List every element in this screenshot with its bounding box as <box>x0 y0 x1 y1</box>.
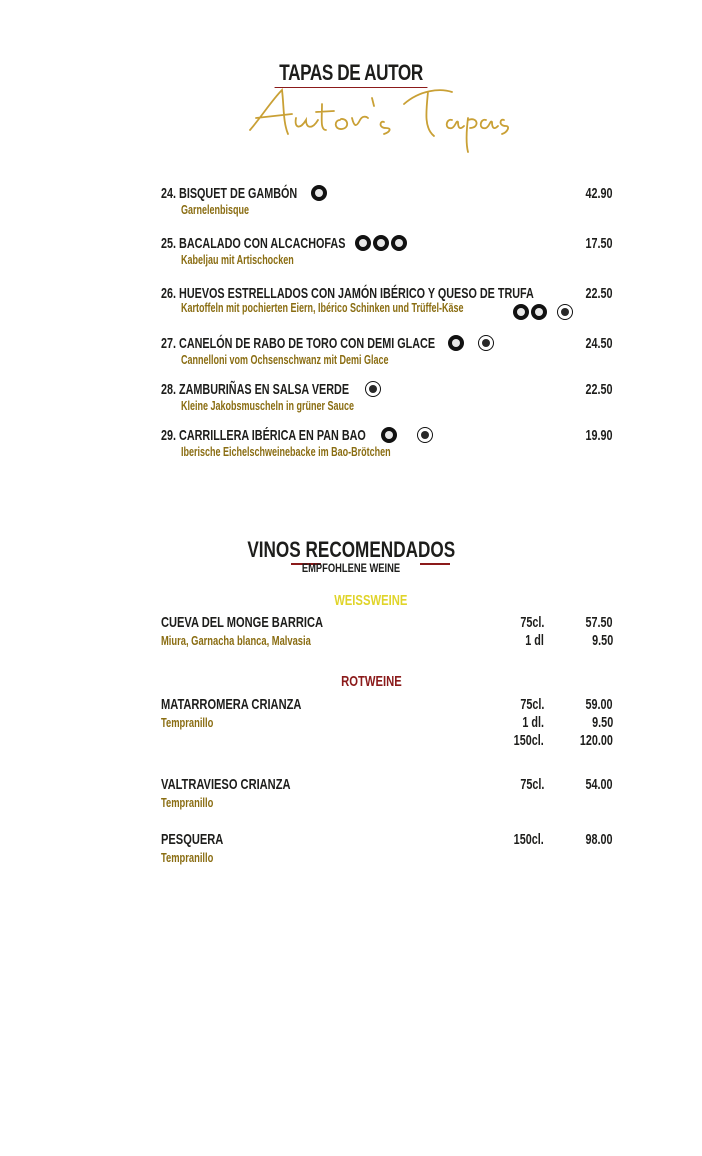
dish-description: Garnelenbisque <box>181 203 250 217</box>
dish-name: 25. BACALADO CON ALCACHOFAS <box>161 235 346 252</box>
wine-name: PESQUERA <box>161 831 224 848</box>
gluten-icon <box>448 335 464 351</box>
dish-description: Kartoffeln mit pochierten Eiern, Ibérico Schinken und Trüffel-Käse <box>181 301 464 315</box>
wine-price: 9.50 <box>591 714 613 731</box>
wine-name: CUEVA DEL MONGE BARRICA <box>161 614 323 631</box>
allergen-icons <box>381 427 433 443</box>
gluten-icon <box>381 427 397 443</box>
dish-description: Iberische Eichelschweinebacke im Bao-Brötchen <box>181 445 391 459</box>
script-title-logo <box>0 78 702 158</box>
dish-price: 19.90 <box>585 427 613 444</box>
allergen-icons <box>355 235 407 251</box>
section-title: VINOS RECOMENDADOS <box>247 537 455 562</box>
fish-icon <box>391 235 407 251</box>
sulphite-icon <box>557 304 573 320</box>
wine-grape: Miura, Garnacha blanca, Malvasia <box>161 633 311 648</box>
wine-price: 57.50 <box>585 614 613 631</box>
page-title: TAPAS DE AUTOR <box>0 60 702 88</box>
wine-price: 120.00 <box>579 732 613 749</box>
wine-name: MATARROMERA CRIANZA <box>161 696 302 713</box>
wine-price: 9.50 <box>591 632 613 649</box>
category-heading-white: WEISSWEINE <box>334 592 408 609</box>
wine-price: 98.00 <box>585 831 613 848</box>
dish-description: Cannelloni vom Ochsenschwanz mit Demi Glace <box>181 353 389 367</box>
dish-price: 24.50 <box>585 335 613 352</box>
wine-name: VALTRAVIESO CRIANZA <box>161 776 291 793</box>
wine-grape: Tempranillo <box>161 715 214 730</box>
dish-name: 26. HUEVOS ESTRELLADOS CON JAMÓN IBÉRICO Y QUESO DE TRUFA <box>161 285 534 302</box>
wine-size: 150cl. <box>513 732 544 749</box>
crab-icon <box>311 185 327 201</box>
egg-icon <box>531 304 547 320</box>
dish-price: 17.50 <box>585 235 613 252</box>
wine-size: 150cl. <box>513 831 544 848</box>
sulphite-icon <box>417 427 433 443</box>
dish-name: 28. ZAMBURIÑAS EN SALSA VERDE <box>161 381 350 398</box>
wine-size: 1 dl. <box>522 714 544 731</box>
dish-name: 24. BISQUET DE GAMBÓN <box>161 185 298 202</box>
wine-grape: Tempranillo <box>161 795 214 810</box>
dish-description: Kabeljau mit Artischocken <box>181 253 294 267</box>
mollusc-icon <box>365 381 381 397</box>
dish-description: Kleine Jakobsmuscheln in grüner Sauce <box>181 399 355 413</box>
category-heading-red: ROTWEINE <box>340 673 402 690</box>
dish-name: 29. CARRILLERA IBÉRICA EN PAN BAO <box>161 427 366 444</box>
wine-price: 59.00 <box>585 696 613 713</box>
allergen-icons <box>448 335 494 351</box>
section-subtitle: EMPFOHLENE WEINE <box>301 561 401 575</box>
wine-size: 1 dl <box>525 632 544 649</box>
egg-icon <box>373 235 389 251</box>
dish-price: 42.90 <box>585 185 613 202</box>
wine-size: 75cl. <box>519 614 544 631</box>
wine-price: 54.00 <box>585 776 613 793</box>
allergen-icons <box>513 304 573 320</box>
wine-grape: Tempranillo <box>161 850 214 865</box>
allergen-icons <box>311 185 327 201</box>
milk-icon <box>513 304 529 320</box>
dish-price: 22.50 <box>585 285 613 302</box>
dish-name: 27. CANELÓN DE RABO DE TORO CON DEMI GLACE <box>161 335 436 352</box>
celery-icon <box>478 335 494 351</box>
wine-size: 75cl. <box>519 696 544 713</box>
wine-size: 75cl. <box>519 776 544 793</box>
dish-price: 22.50 <box>585 381 613 398</box>
allergen-icons <box>365 381 381 397</box>
gluten-icon <box>355 235 371 251</box>
